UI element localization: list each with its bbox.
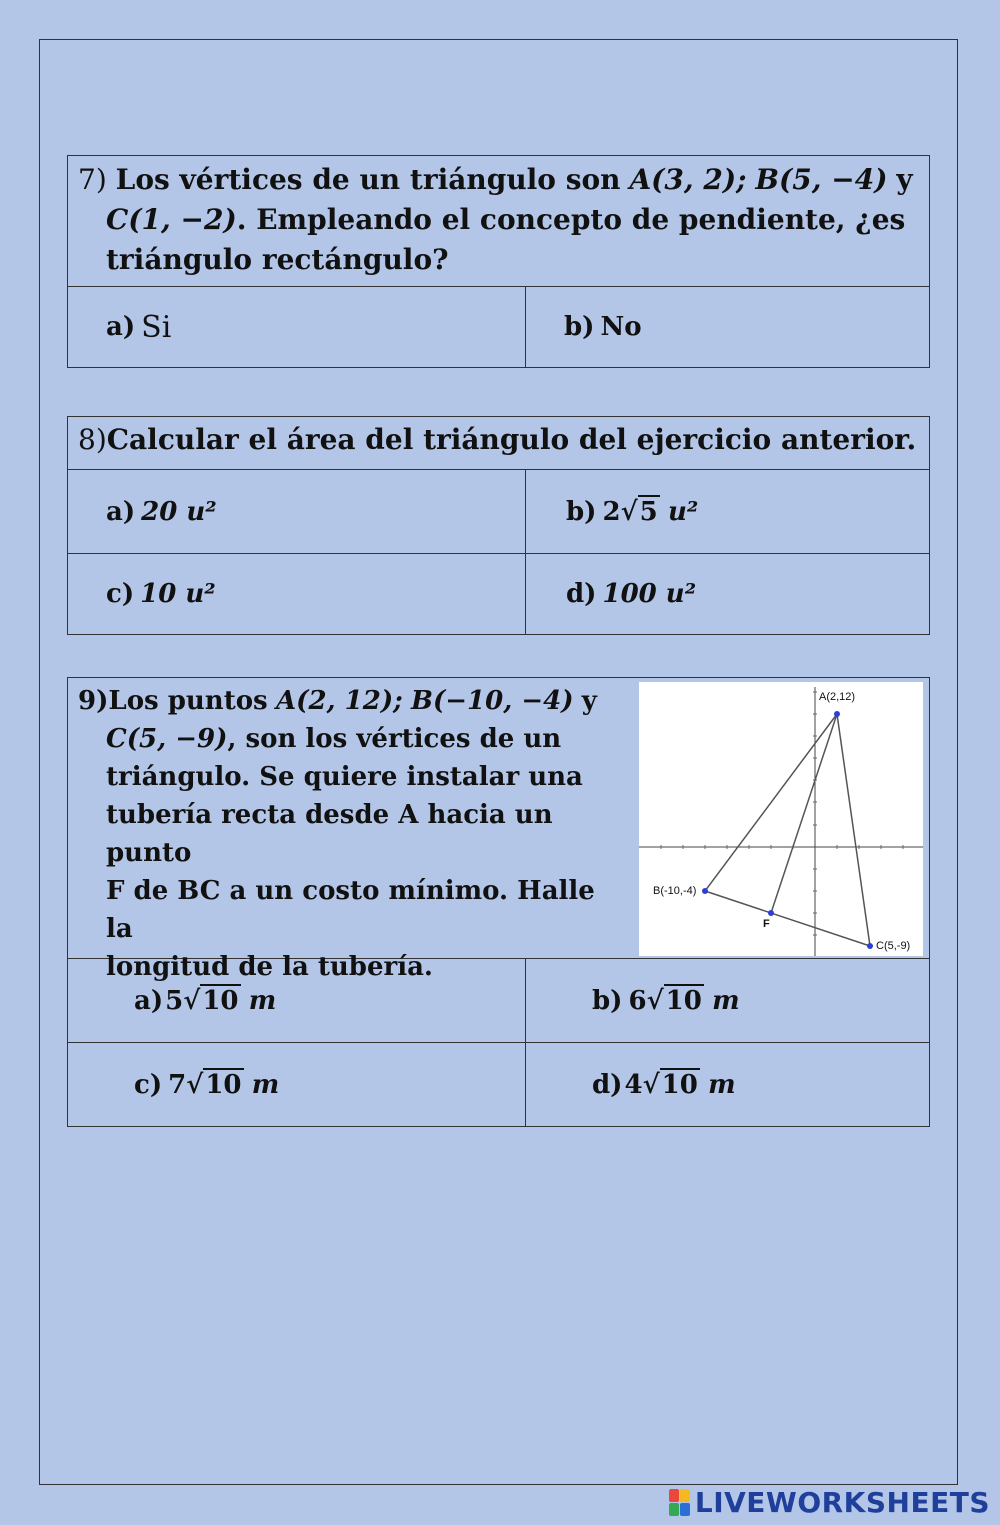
option-a[interactable]: a) Si <box>68 287 526 367</box>
option-c[interactable]: c) 10 u² <box>68 554 526 634</box>
option-a[interactable]: a) 20 u² <box>68 470 526 553</box>
label-C: C(5,-9) <box>876 940 911 952</box>
option-b[interactable]: b) No <box>564 312 642 342</box>
brand-name: LIVEWORKSHEETS <box>694 1486 990 1519</box>
point-C <box>867 943 873 949</box>
segment-AC <box>837 714 870 946</box>
option-b[interactable]: b) 6 √ 10 m <box>592 985 740 1016</box>
question-8 <box>67 416 930 635</box>
point-A <box>834 711 840 717</box>
question-7-prompt: 7) Los vértices de un triángulo son A(3, 2); B(5, −4) y C(1, −2). Empleando el concepto de pendiente, ¿es triángulo rectángulo? <box>78 163 913 276</box>
option-b[interactable]: b) 2 √ 5 u² <box>566 496 699 527</box>
point-B <box>702 888 708 894</box>
liveworksheets-logo <box>669 1486 990 1519</box>
liveworksheets-icon <box>669 1489 691 1517</box>
question-9 <box>67 677 930 1127</box>
label-B: B(-10,-4) <box>653 885 697 897</box>
question-8-prompt: 8)Calcular el área del triángulo del ejercicio anterior. <box>78 423 917 456</box>
point-F <box>768 910 774 916</box>
segment-AB <box>705 714 837 891</box>
label-F: F <box>763 918 770 930</box>
option-a[interactable]: a) 5 √ 10 m <box>68 959 526 1042</box>
triangle-figure <box>639 682 923 956</box>
label-A: A(2,12) <box>819 691 856 703</box>
question-7 <box>67 155 930 368</box>
option-d[interactable]: d) 4 √ 10 m <box>592 1069 736 1100</box>
option-c[interactable]: c) 7 √ 10 m <box>68 1043 526 1126</box>
triangle-graph <box>639 682 923 956</box>
question-number: 7) <box>78 163 107 196</box>
segment-BC <box>705 891 870 946</box>
question-9-prompt: 9)Los puntos A(2, 12); B(−10, −4) y C(5, −9), son los vértices de un triángulo. Se quiere instalar una tubería recta desde A hacia un punto F de BC a un costo mínimo. Halle la longitud de la tubería. <box>78 686 597 982</box>
option-d[interactable]: d) 100 u² <box>566 579 697 609</box>
segment-AF <box>771 714 837 913</box>
